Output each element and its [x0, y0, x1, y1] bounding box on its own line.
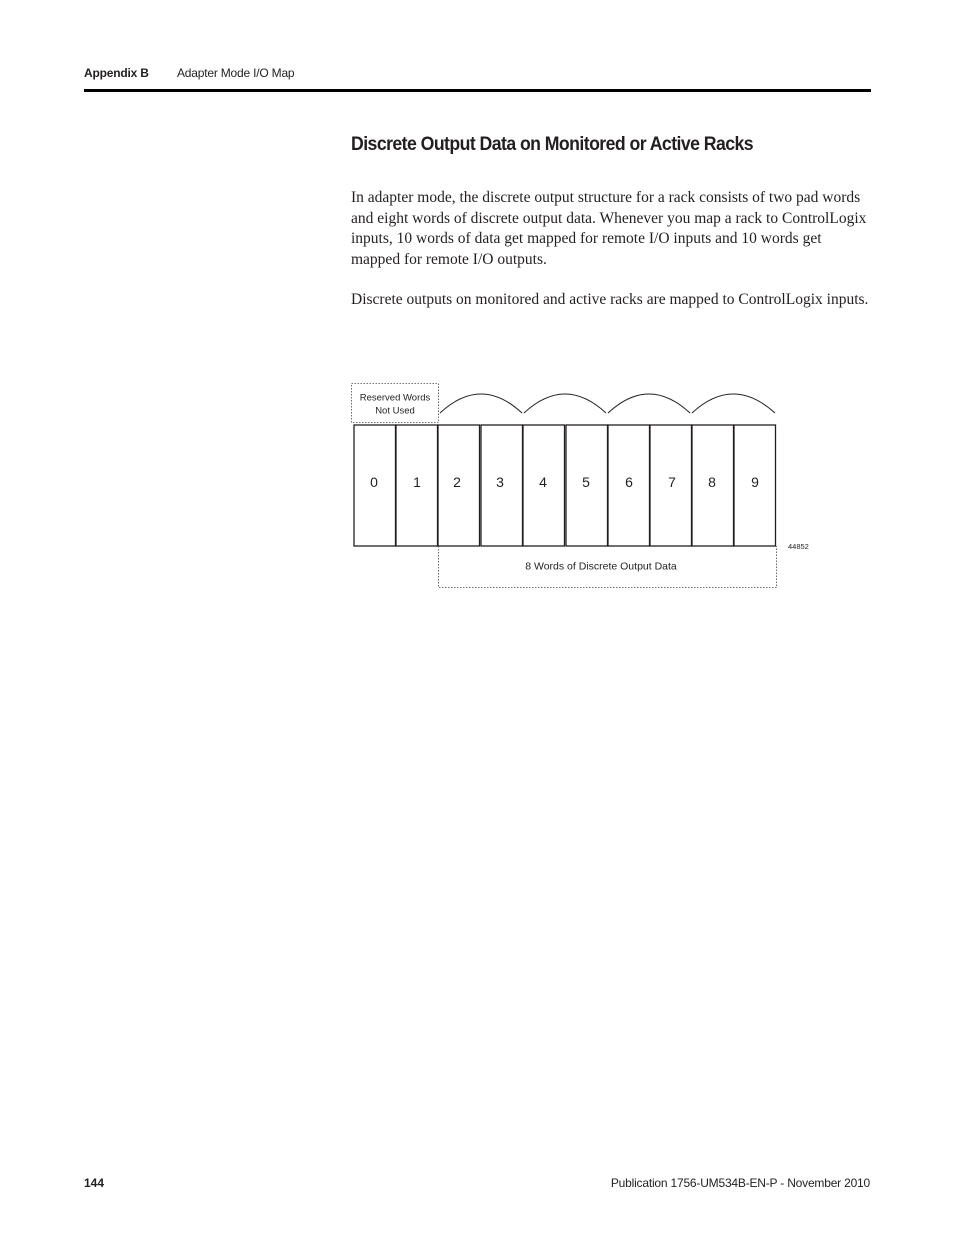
- header-chapter-title: Adapter Mode I/O Map: [177, 66, 295, 80]
- figure-number: 44852: [788, 542, 809, 551]
- section-heading: Discrete Output Data on Monitored or Active Racks: [351, 134, 754, 155]
- word-number-1: 1: [413, 474, 421, 490]
- word-number-2: 2: [453, 474, 461, 490]
- publication-info: Publication 1756-UM534B-EN-P - November 2010: [610, 1176, 870, 1190]
- word-group-arc: [440, 394, 522, 413]
- reserved-words-label-line2: Not Used: [375, 405, 415, 417]
- word-number-7: 7: [668, 474, 676, 490]
- word-number-4: 4: [539, 474, 547, 490]
- word-group-arc: [692, 394, 775, 413]
- word-number-3: 3: [496, 474, 504, 490]
- word-number-0: 0: [370, 474, 378, 490]
- header-section-label: Appendix B: [84, 66, 149, 80]
- word-number-8: 8: [708, 474, 716, 490]
- word-number-5: 5: [582, 474, 590, 490]
- word-number-6: 6: [625, 474, 633, 490]
- output-word-diagram: [340, 375, 820, 595]
- body-paragraph-2: Discrete outputs on monitored and active racks are mapped to ControlLogix inputs.: [351, 291, 869, 308]
- header-rule: [84, 89, 871, 92]
- reserved-words-label-line1: Reserved Words: [359, 392, 431, 404]
- word-group-arcs: [440, 394, 775, 413]
- page-number: 144: [84, 1176, 105, 1190]
- word-number-9: 9: [751, 474, 759, 490]
- word-group-arc: [608, 394, 690, 413]
- data-words-label: 8 Words of Discrete Output Data: [525, 560, 677, 573]
- word-group-arc: [524, 394, 606, 413]
- body-paragraph-1: In adapter mode, the discrete output structure for a rack consists of two pad words and eight words of discrete output data. Whenever you map a rack to ControlLogix inputs, 10 words of data get mapped for remote I/O inputs and 10 words get mapped for remote I/O outputs.: [351, 189, 867, 268]
